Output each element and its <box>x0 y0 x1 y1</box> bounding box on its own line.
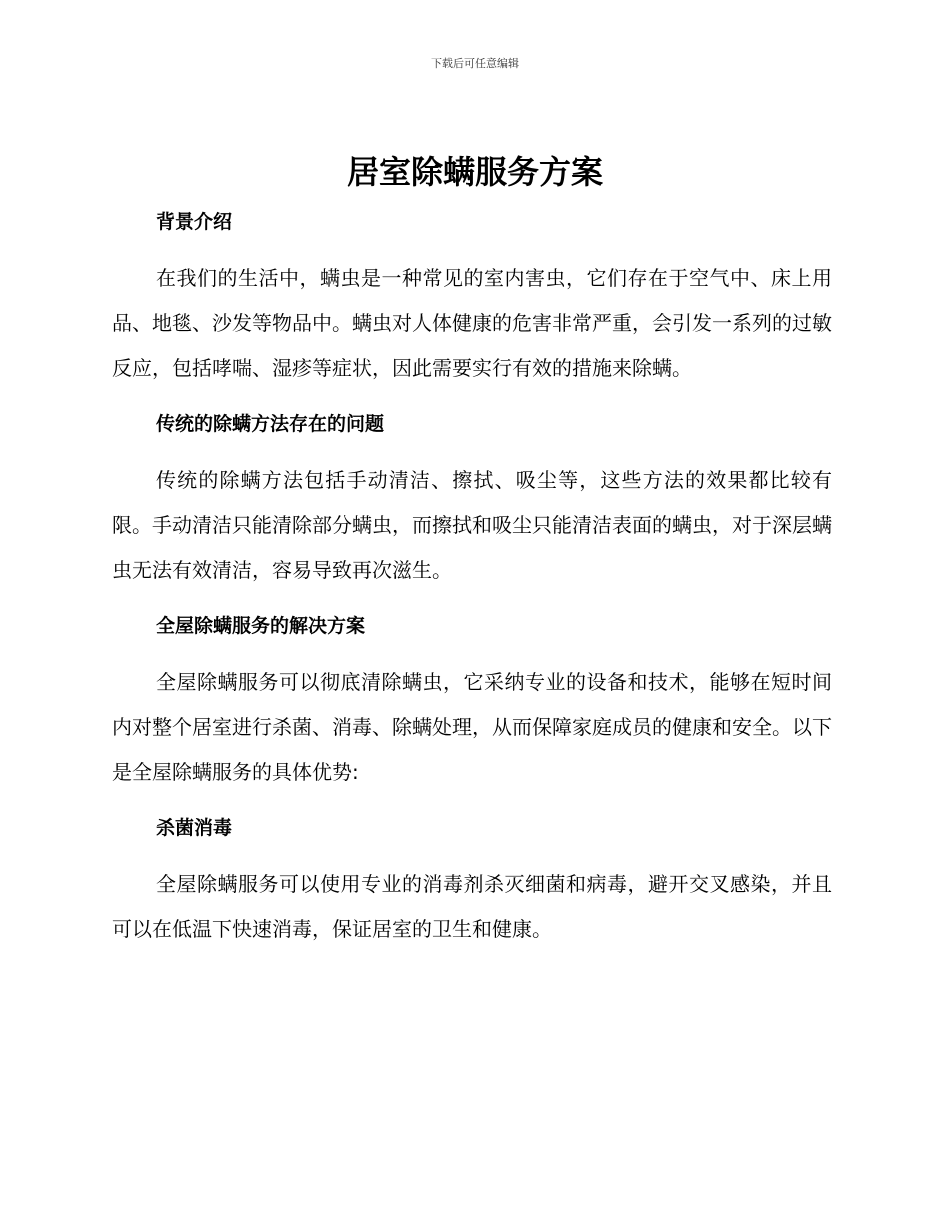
section-background <box>112 200 832 402</box>
section-paragraph: 全屋除螨服务可以使用专业的消毒剂杀灭细菌和病毒，避开交叉感染，并且可以在低温下快速消毒，保证居室的卫生和健康。 <box>112 872 832 941</box>
section-disinfection <box>112 806 832 952</box>
section-paragraph: 在我们的生活中，螨虫是一种常见的室内害虫，它们存在于空气中、床上用品、地毯、沙发等物品中。螨虫对人体健康的危害非常严重，会引发一系列的过敏反应，包括哮喘、湿疹等症状，因此需要实行有效的措施来除螨。 <box>112 266 832 380</box>
section-heading: 传统的除螨方法存在的问题 <box>156 413 385 435</box>
section-heading: 杀菌消毒 <box>156 817 233 839</box>
section-heading: 全屋除螨服务的解决方案 <box>156 615 366 637</box>
page-header-note: 下载后可任意编辑 <box>431 57 519 70</box>
section-heading: 背景介绍 <box>156 211 233 233</box>
document-body <box>112 200 832 952</box>
section-paragraph: 传统的除螨方法包括手动清洁、擦拭、吸尘等，这些方法的效果都比较有限。手动清洁只能清除部分螨虫，而擦拭和吸尘只能清洁表面的螨虫，对于深层螨虫无法有效清洁，容易导致再次滋生。 <box>112 468 832 582</box>
section-paragraph: 全屋除螨服务可以彻底清除螨虫，它采纳专业的设备和技术，能够在短时间内对整个居室进行杀菌、消毒、除螨处理，从而保障家庭成员的健康和安全。以下是全屋除螨服务的具体优势: <box>112 670 832 784</box>
section-traditional-problems <box>112 402 832 604</box>
section-solution <box>112 604 832 806</box>
document-title: 居室除螨服务方案 <box>346 153 603 191</box>
